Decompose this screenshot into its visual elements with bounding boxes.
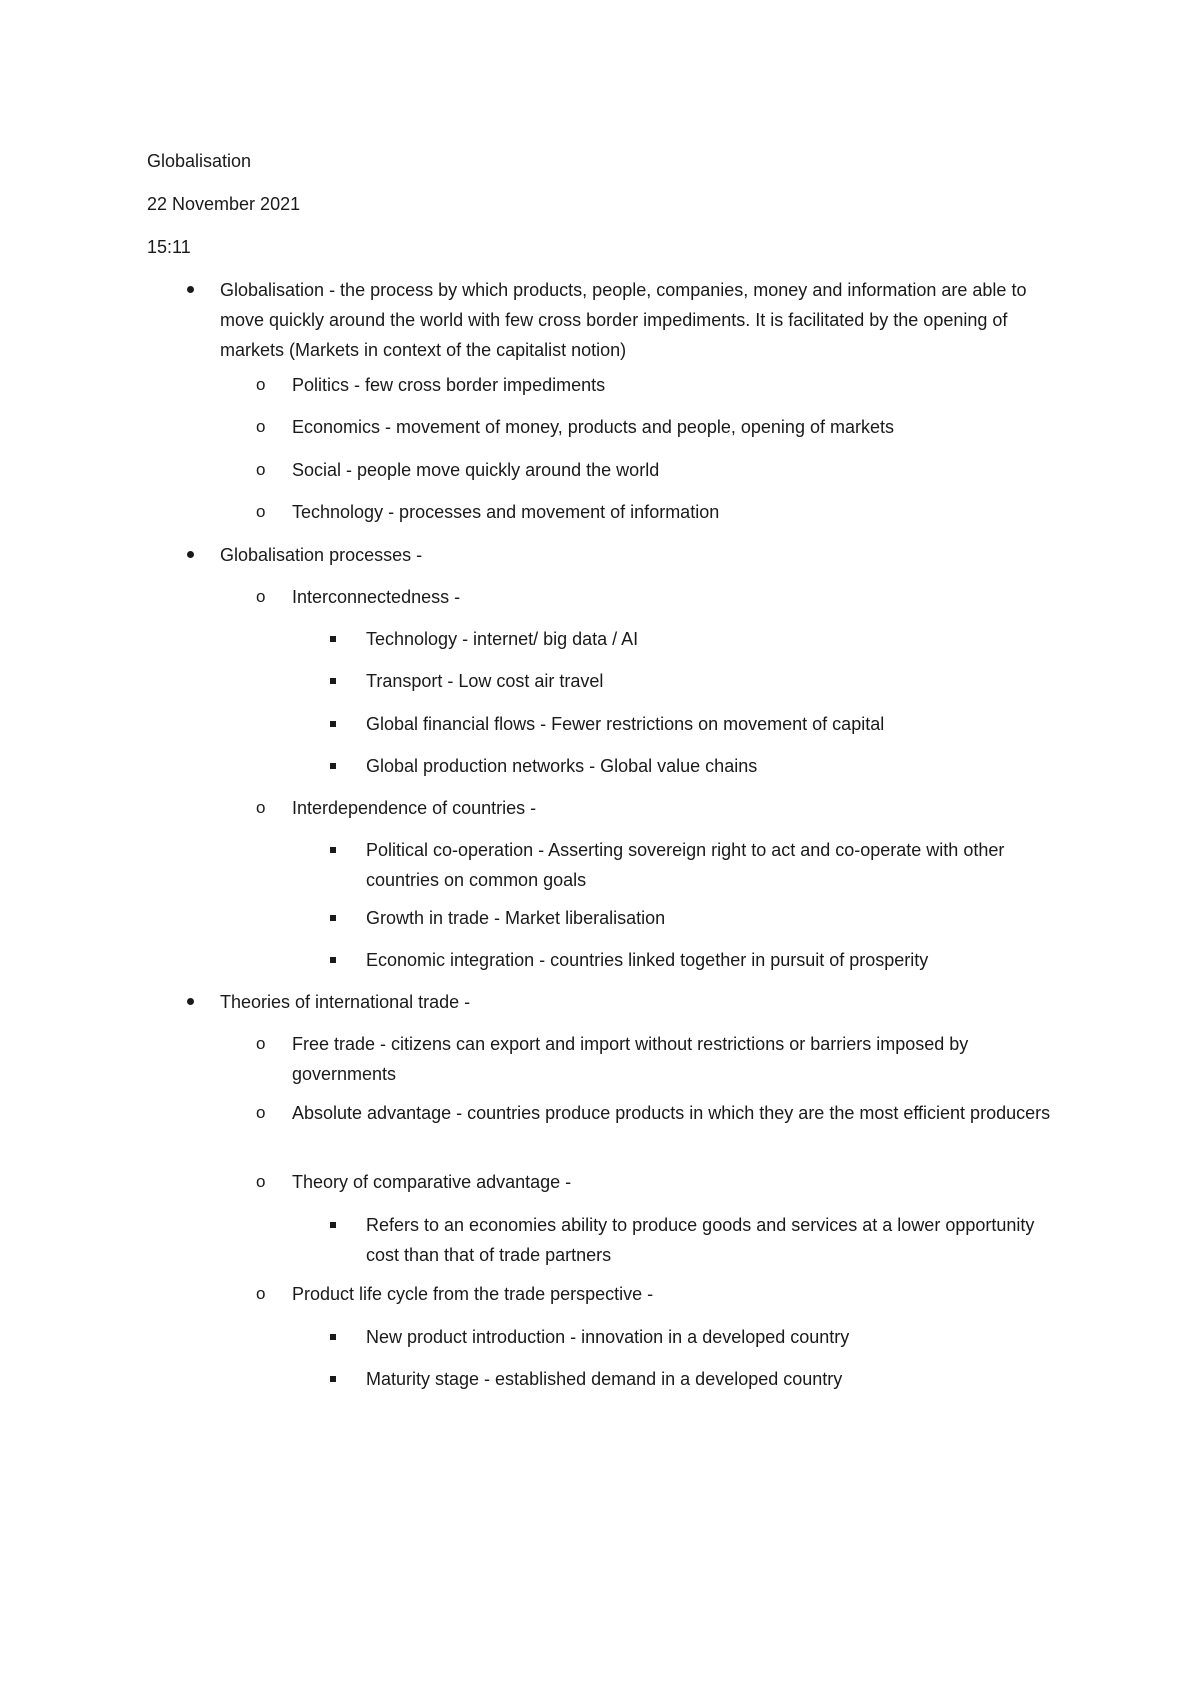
list-item-text: Global financial flows - Fewer restrictions on movement of capital	[366, 714, 885, 734]
list-item-text: Absolute advantage - countries produce products in which they are the most efficient producers	[292, 1103, 1051, 1123]
list-item	[366, 709, 1066, 739]
list-item	[256, 455, 1062, 485]
list-item-text: Globalisation - the process by which products, people, companies, money and information are able to move quickly around the world with few cross border impediments. It is facilitated by the opening of markets (Markets in context of the capitalist notion)	[220, 280, 1027, 360]
bullet-circle-icon: o	[256, 587, 266, 606]
bullet-square-icon	[330, 915, 336, 921]
bullet-circle-icon: o	[256, 460, 266, 479]
list-item-text: Theories of international trade -	[220, 992, 471, 1012]
bullet-square-icon	[330, 847, 336, 853]
bullet-square-icon	[330, 763, 336, 769]
list-item	[366, 1322, 1066, 1352]
bullet-square-icon	[330, 1334, 336, 1340]
list-item	[220, 540, 1060, 570]
list-item-text: Politics - few cross border impediments	[292, 375, 606, 395]
bullet-circle-icon: o	[256, 1172, 266, 1191]
page-title: Globalisation	[147, 151, 252, 171]
list-item	[366, 835, 1066, 895]
bullet-circle-icon: o	[256, 417, 266, 436]
list-item-text: New product introduction - innovation in a developed country	[366, 1327, 850, 1347]
bullet-circle-icon: o	[256, 1034, 266, 1053]
list-item	[366, 1210, 1066, 1270]
list-item-text: Globalisation processes -	[220, 545, 423, 565]
list-item-text: Political co-operation - Asserting sovereign right to act and co-operate with other countries on common goals	[366, 840, 1005, 890]
list-item	[256, 1167, 1062, 1197]
list-item-text: Maturity stage - established demand in a developed country	[366, 1369, 843, 1389]
list-item-text: Transport - Low cost air travel	[366, 671, 604, 691]
list-item	[256, 497, 1062, 527]
bullet-square-icon	[330, 721, 336, 727]
list-item-text: Free trade - citizens can export and import without restrictions or barriers imposed by governments	[292, 1034, 969, 1084]
list-item-text: Technology - internet/ big data / AI	[366, 629, 639, 649]
list-item	[366, 666, 1066, 696]
list-item-text: Refers to an economies ability to produce goods and services at a lower opportunity cost than that of trade partners	[366, 1215, 1035, 1265]
list-item	[256, 793, 1062, 823]
list-item-text: Global production networks - Global value chains	[366, 756, 758, 776]
page-date: 22 November 2021	[147, 194, 301, 214]
bullet-dot-icon	[187, 286, 194, 293]
list-item	[256, 412, 1062, 442]
list-item-text: Interconnectedness -	[292, 587, 461, 607]
bullet-circle-icon: o	[256, 1284, 266, 1303]
list-item	[220, 987, 1060, 1017]
bullet-circle-icon: o	[256, 375, 266, 394]
list-item-text: Economics - movement of money, products and people, opening of markets	[292, 417, 894, 437]
list-item	[366, 624, 1066, 654]
bullet-square-icon	[330, 678, 336, 684]
list-item	[366, 751, 1066, 781]
list-item	[256, 582, 1062, 612]
bullet-dot-icon	[187, 998, 194, 1005]
list-item	[256, 1029, 1062, 1089]
list-item-text: Growth in trade - Market liberalisation	[366, 908, 666, 928]
bullet-circle-icon: o	[256, 1103, 266, 1122]
list-item	[220, 275, 1060, 365]
list-item-text: Interdependence of countries -	[292, 798, 537, 818]
list-item-text: Theory of comparative advantage -	[292, 1172, 572, 1192]
list-item	[366, 945, 1066, 975]
list-item	[256, 1279, 1062, 1309]
list-item-text: Technology - processes and movement of information	[292, 502, 720, 522]
bullet-square-icon	[330, 1222, 336, 1228]
bullet-square-icon	[330, 957, 336, 963]
list-item-text: Product life cycle from the trade perspective -	[292, 1284, 654, 1304]
list-item	[366, 1364, 1066, 1394]
list-item	[256, 1098, 1062, 1128]
list-item	[366, 903, 1066, 933]
list-item-text: Economic integration - countries linked together in pursuit of prosperity	[366, 950, 929, 970]
bullet-dot-icon	[187, 551, 194, 558]
bullet-circle-icon: o	[256, 502, 266, 521]
list-item	[256, 370, 1062, 400]
bullet-square-icon	[330, 636, 336, 642]
bullet-circle-icon: o	[256, 798, 266, 817]
list-item-text: Social - people move quickly around the world	[292, 460, 660, 480]
bullet-square-icon	[330, 1376, 336, 1382]
page-time: 15:11	[147, 237, 191, 257]
